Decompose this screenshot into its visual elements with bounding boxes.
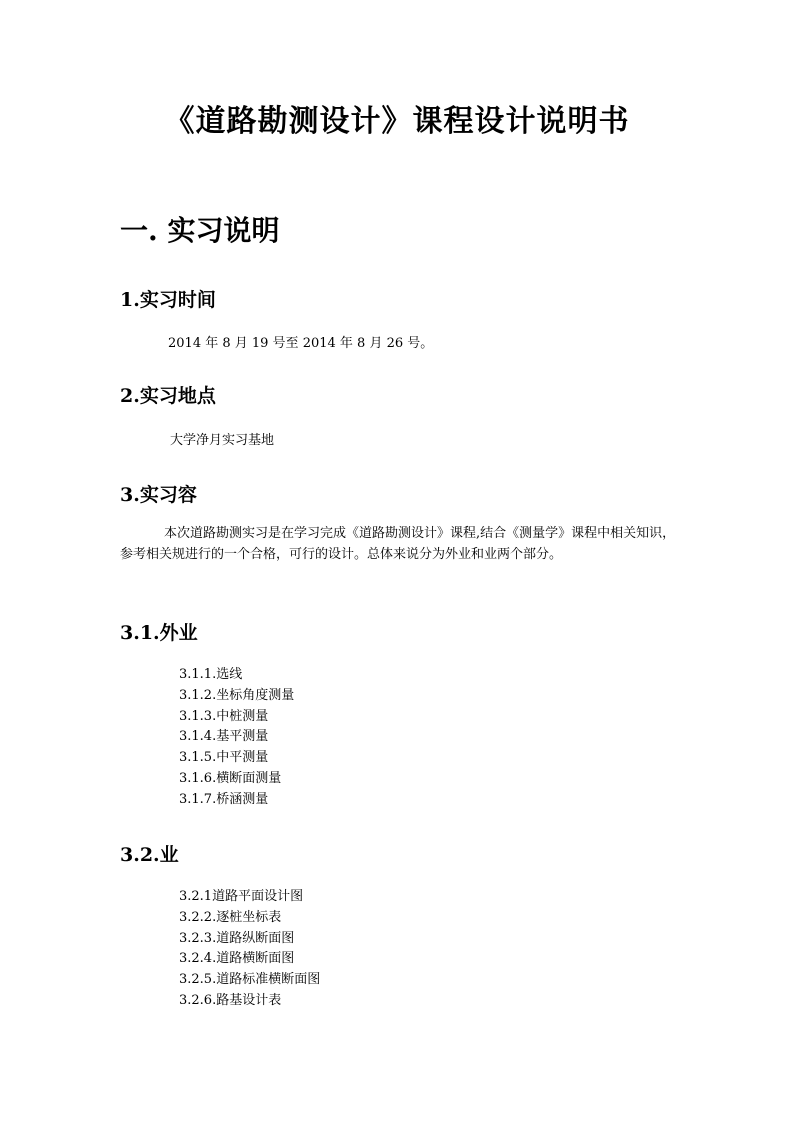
list-item: 3.1.6.横断面测量 <box>179 770 282 786</box>
list-item: 3.1.2.坐标角度测量 <box>179 687 295 703</box>
list-item: 3.2.3.道路纵断面图 <box>179 930 295 946</box>
internship-time-text: 2014 年 8 月 19 号至 2014 年 8 月 26 号。 <box>168 336 434 351</box>
subheading-internship-time: 1.实习时间 <box>120 289 216 311</box>
subheading-field-work: 3.1.外业 <box>120 622 198 644</box>
office-work-list <box>179 887 320 1012</box>
list-item: 3.2.5.道路标准横断面图 <box>179 972 321 988</box>
list-item: 3.1.1.选线 <box>179 667 243 682</box>
list-item: 3.1.4.基平测量 <box>179 729 269 745</box>
list-item: 3.2.2.逐桩坐标表 <box>179 909 282 925</box>
list-item: 3.2.4.道路横断面图 <box>179 951 295 967</box>
list-item: 3.2.6.路基设计表 <box>179 992 282 1008</box>
document-title: 《道路勘测设计》课程设计说明书 <box>164 104 630 139</box>
list-item: 3.2.1道路平面设计图 <box>179 889 304 904</box>
field-work-list <box>179 665 294 811</box>
subheading-internship-content: 3.实习容 <box>120 484 197 506</box>
internship-location-text: 大学净月实习基地 <box>170 433 275 448</box>
list-item: 3.1.3.中桩测量 <box>179 708 269 724</box>
subheading-internship-location: 2.实习地点 <box>120 385 216 407</box>
internship-content-paragraph: 本次道路勘测实习是在学习完成《道路勘测设计》课程,结合《测量学》课程中相关知识，参考相关规进行的一个合格，可行的设计。总体来说分为外业和业两个部分。 <box>120 526 676 562</box>
subheading-office-work: 3.2.业 <box>120 844 179 866</box>
list-item: 3.1.7.桥涵测量 <box>179 791 269 807</box>
section-heading-internship-overview: 一. 实习说明 <box>120 214 280 247</box>
list-item: 3.1.5.中平测量 <box>179 750 269 766</box>
